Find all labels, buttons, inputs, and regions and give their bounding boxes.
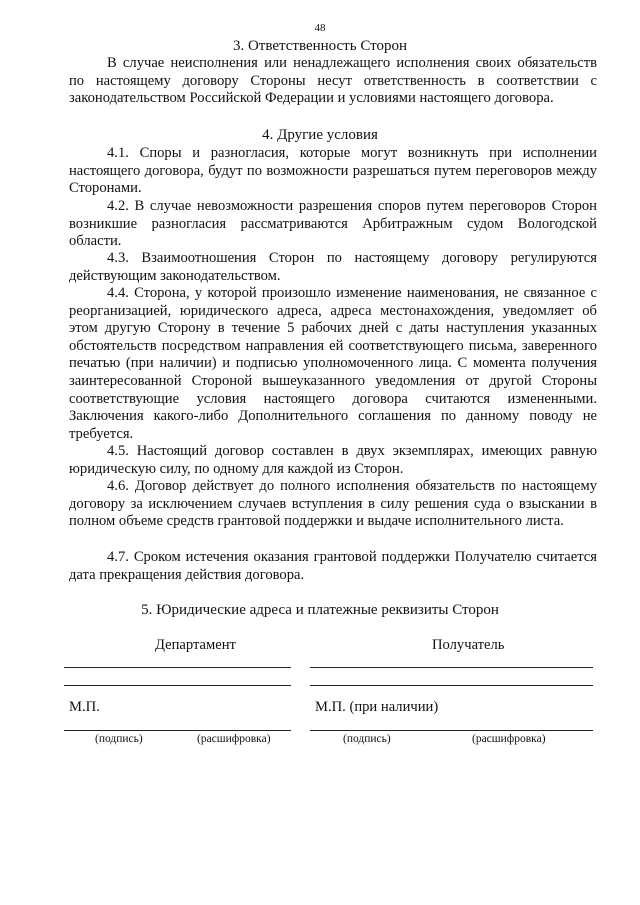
clause-4-2: 4.2. В случае невозможности разрешения споров путем переговоров Сторон возникшие разногласия рассматриваются Арбитражным судом Вологодской области. <box>69 198 597 250</box>
recipient-decoding-caption: (расшифровка) <box>472 733 546 745</box>
recipient-signature-line <box>310 730 593 731</box>
recipient-details-line-1 <box>310 667 593 668</box>
department-stamp-label: М.П. <box>69 699 100 715</box>
department-signature-line <box>64 730 291 731</box>
clause-4-1: 4.1. Споры и разногласия, которые могут возникнуть при исполнении настоящего договора, будут по возможности разрешаться путем переговоров между Сторонами. <box>69 145 597 197</box>
clause-4-7: 4.7. Сроком истечения оказания грантовой поддержки Получателю считается дата прекращения действия договора. <box>69 549 597 583</box>
recipient-stamp-label: М.П. (при наличии) <box>315 699 439 715</box>
department-details-line-1 <box>64 667 291 668</box>
clause-4-5: 4.5. Настоящий договор составлен в двух экземплярах, имеющих равную юридическую силу, по одному для каждой из Сторон. <box>69 443 597 477</box>
department-details-line-2 <box>64 685 291 686</box>
department-title: Департамент <box>155 637 236 653</box>
clause-4-4: 4.4. Сторона, у которой произошло изменение наименования, не связанное с реорганизацией, юридического адреса, адреса местонахождения, уведомляет об этом другую Сторону в течение 5 рабочих дней с даты наступления указанных обстоятельств посредством направления ей соответствующего письма, заверенного печатью (при наличии) и подписью уполномоченного лица. С момента получения заинтересованной Стороной вышеуказанного уведомления от другой Стороны соответствующие условия настоящего договора считаются измененными. Заключения какого-либо Дополнительного соглашения по данному поводу не требуется. <box>69 285 597 442</box>
clause-4-3: 4.3. Взаимоотношения Сторон по настоящему договору регулируются действующим законодательством. <box>69 250 597 284</box>
recipient-signature-caption: (подпись) <box>343 733 391 745</box>
department-signature-caption: (подпись) <box>95 733 143 745</box>
section-3-heading: 3. Ответственность Сторон <box>232 38 408 54</box>
department-decoding-caption: (расшифровка) <box>197 733 271 745</box>
recipient-title: Получатель <box>432 637 505 653</box>
section-5-heading: 5. Юридические адреса и платежные реквизиты Сторон <box>141 602 499 618</box>
clause-4-6: 4.6. Договор действует до полного исполнения обязательств по настоящему договору за исключением случаев вступления в силу решения суда о взыскании в полном объеме средств грантовой поддержки и выдаче исполнительного листа. <box>69 478 597 530</box>
recipient-details-line-2 <box>310 685 593 686</box>
section-4-heading: 4. Другие условия <box>262 127 378 143</box>
section-3-text: В случае неисполнения или ненадлежащего исполнения своих обязательств по настоящему договору Стороны несут ответственность в соответствии с законодательством Российской Федерации и условиями настоящего договора. <box>69 55 597 107</box>
page-number: 48 <box>314 22 326 34</box>
